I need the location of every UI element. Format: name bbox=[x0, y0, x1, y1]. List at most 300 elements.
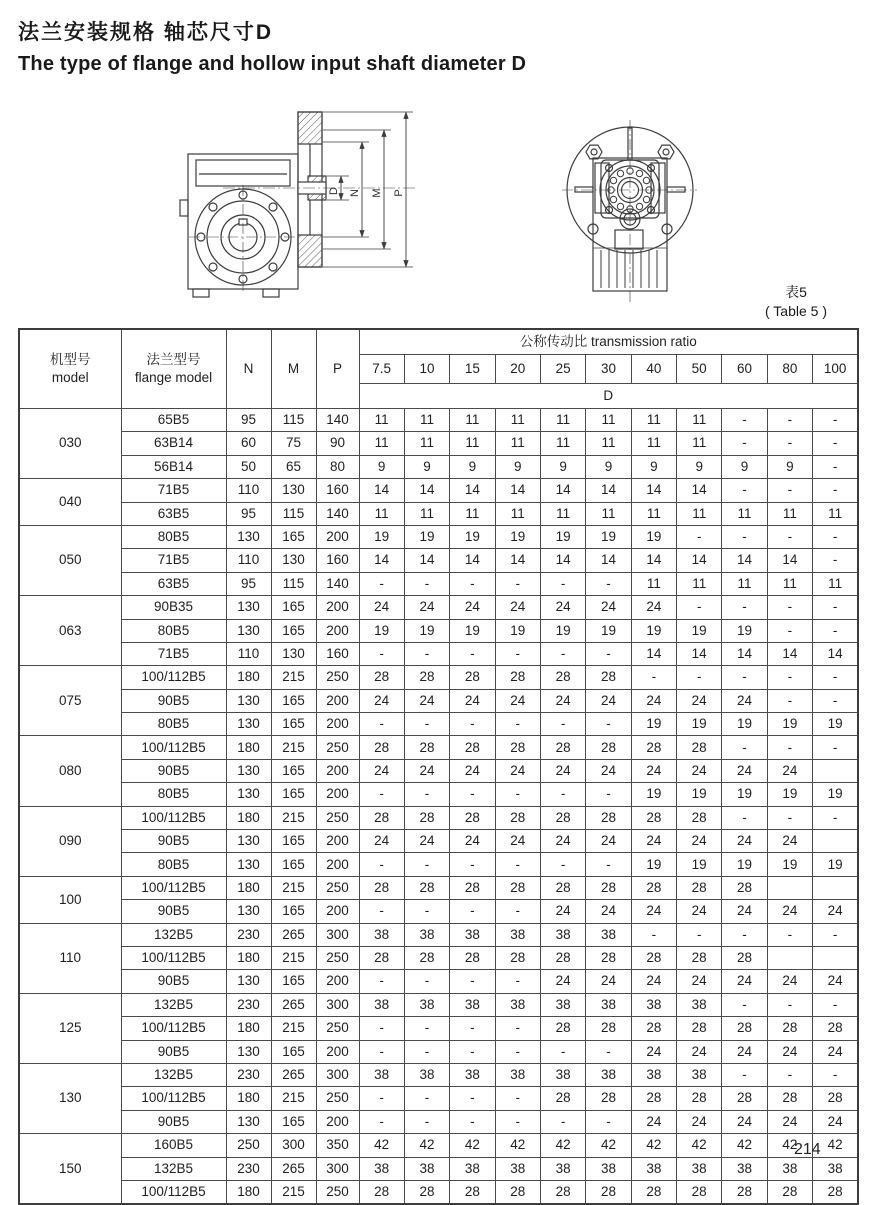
d-value-cell: - bbox=[495, 1087, 540, 1110]
d-value-cell: 42 bbox=[450, 1134, 495, 1157]
m-cell: 115 bbox=[271, 409, 316, 432]
m-cell: 265 bbox=[271, 993, 316, 1016]
d-value-cell: - bbox=[495, 572, 540, 595]
p-cell: 200 bbox=[316, 759, 359, 782]
table-row bbox=[19, 1157, 858, 1180]
d-value-cell: 38 bbox=[359, 993, 404, 1016]
p-cell: 200 bbox=[316, 713, 359, 736]
d-value-cell: 14 bbox=[677, 479, 722, 502]
d-value-cell: - bbox=[540, 1110, 585, 1133]
d-value-cell: - bbox=[540, 642, 585, 665]
d-value-cell: - bbox=[722, 1063, 767, 1086]
d-value-cell: 19 bbox=[677, 619, 722, 642]
flange-cell: 132B5 bbox=[121, 1063, 226, 1086]
d-value-cell: - bbox=[813, 923, 859, 946]
d-value-cell: 42 bbox=[631, 1134, 676, 1157]
n-cell: 130 bbox=[226, 853, 271, 876]
n-cell: 180 bbox=[226, 1180, 271, 1204]
d-value-cell: 42 bbox=[359, 1134, 404, 1157]
n-cell: 60 bbox=[226, 432, 271, 455]
d-value-cell: 28 bbox=[586, 946, 631, 969]
d-value-cell: 14 bbox=[359, 479, 404, 502]
d-value-cell: - bbox=[813, 525, 859, 548]
d-value-cell: 14 bbox=[540, 549, 585, 572]
d-value-cell: 24 bbox=[586, 970, 631, 993]
d-value-cell: 28 bbox=[404, 1180, 449, 1204]
table-row bbox=[19, 642, 858, 665]
d-value-cell: 24 bbox=[631, 759, 676, 782]
d-value-cell: 24 bbox=[677, 900, 722, 923]
p-cell: 140 bbox=[316, 409, 359, 432]
n-cell: 130 bbox=[226, 830, 271, 853]
d-value-cell: 14 bbox=[722, 642, 767, 665]
flange-cell: 90B5 bbox=[121, 900, 226, 923]
ratio-col-header: 50 bbox=[677, 355, 722, 384]
d-value-cell: 28 bbox=[359, 1180, 404, 1204]
model-cell: 100 bbox=[19, 876, 121, 923]
ratio-col-header: 100 bbox=[813, 355, 859, 384]
d-value-cell: 28 bbox=[767, 1017, 812, 1040]
d-value-cell: 38 bbox=[677, 1063, 722, 1086]
ratio-col-header: 10 bbox=[404, 355, 449, 384]
d-value-cell: 19 bbox=[631, 713, 676, 736]
d-value-cell: - bbox=[450, 783, 495, 806]
n-cell: 95 bbox=[226, 409, 271, 432]
d-value-cell: 28 bbox=[359, 806, 404, 829]
d-value-cell bbox=[813, 830, 859, 853]
d-value-cell: 11 bbox=[586, 409, 631, 432]
flange-cell: 90B35 bbox=[121, 596, 226, 619]
d-value-cell: - bbox=[813, 736, 859, 759]
p-cell: 250 bbox=[316, 946, 359, 969]
d-value-cell: 14 bbox=[813, 642, 859, 665]
table-row bbox=[19, 970, 858, 993]
d-value-cell: 24 bbox=[813, 1040, 859, 1063]
d-value-cell: 38 bbox=[540, 993, 585, 1016]
gearbox-front-view-drawing bbox=[537, 98, 762, 310]
d-value-cell: 24 bbox=[359, 689, 404, 712]
d-value-cell: - bbox=[767, 689, 812, 712]
n-cell: 230 bbox=[226, 923, 271, 946]
d-value-cell: - bbox=[813, 455, 859, 478]
d-value-cell: - bbox=[767, 923, 812, 946]
table-row bbox=[19, 666, 858, 689]
col-header-model-en: model bbox=[51, 370, 89, 385]
d-value-cell: 38 bbox=[540, 1063, 585, 1086]
d-value-cell: - bbox=[359, 1110, 404, 1133]
d-value-cell: 24 bbox=[813, 900, 859, 923]
d-value-cell: 28 bbox=[722, 1087, 767, 1110]
d-value-cell: 11 bbox=[813, 502, 859, 525]
n-cell: 230 bbox=[226, 993, 271, 1016]
d-value-cell: 24 bbox=[767, 759, 812, 782]
d-value-cell: 11 bbox=[722, 572, 767, 595]
d-value-cell: - bbox=[631, 666, 676, 689]
d-value-cell: 38 bbox=[450, 1157, 495, 1180]
table-row bbox=[19, 806, 858, 829]
d-value-cell: 38 bbox=[540, 1157, 585, 1180]
d-value-cell: 19 bbox=[540, 619, 585, 642]
d-value-cell: 14 bbox=[359, 549, 404, 572]
d-value-cell: 24 bbox=[586, 596, 631, 619]
flange-cell: 100/112B5 bbox=[121, 666, 226, 689]
n-cell: 130 bbox=[226, 525, 271, 548]
table-row bbox=[19, 455, 858, 478]
d-value-cell: - bbox=[404, 900, 449, 923]
d-value-cell: 11 bbox=[450, 432, 495, 455]
col-header-flange bbox=[121, 329, 226, 409]
flange-cell: 80B5 bbox=[121, 619, 226, 642]
d-value-cell: 24 bbox=[677, 970, 722, 993]
d-value-cell: 28 bbox=[495, 666, 540, 689]
d-value-cell: 19 bbox=[631, 853, 676, 876]
n-cell: 130 bbox=[226, 619, 271, 642]
flange-cell: 100/112B5 bbox=[121, 1017, 226, 1040]
flange-cell: 80B5 bbox=[121, 713, 226, 736]
d-value-cell: 28 bbox=[813, 1087, 859, 1110]
d-value-cell: 19 bbox=[677, 713, 722, 736]
d-value-cell: 38 bbox=[359, 923, 404, 946]
d-value-cell: - bbox=[495, 853, 540, 876]
flange-cell: 80B5 bbox=[121, 783, 226, 806]
d-value-cell: - bbox=[586, 1110, 631, 1133]
m-cell: 215 bbox=[271, 876, 316, 899]
col-header-m: M bbox=[271, 329, 316, 409]
d-value-cell: 28 bbox=[722, 1017, 767, 1040]
table-caption bbox=[735, 283, 857, 321]
p-cell: 200 bbox=[316, 619, 359, 642]
d-value-cell bbox=[767, 946, 812, 969]
d-value-cell bbox=[813, 946, 859, 969]
d-value-cell: 9 bbox=[450, 455, 495, 478]
d-value-cell: 28 bbox=[450, 666, 495, 689]
d-value-cell: - bbox=[359, 1040, 404, 1063]
d-value-cell: 28 bbox=[495, 1180, 540, 1204]
m-cell: 130 bbox=[271, 479, 316, 502]
d-value-cell: - bbox=[722, 993, 767, 1016]
d-value-cell: 28 bbox=[677, 736, 722, 759]
d-value-cell: - bbox=[404, 1017, 449, 1040]
table-row bbox=[19, 1180, 858, 1204]
p-cell: 200 bbox=[316, 783, 359, 806]
d-value-cell bbox=[767, 876, 812, 899]
table-row bbox=[19, 900, 858, 923]
d-value-cell: 24 bbox=[722, 970, 767, 993]
col-header-flange-en: flange model bbox=[134, 370, 213, 385]
table-row bbox=[19, 1134, 858, 1157]
d-value-cell: - bbox=[450, 1087, 495, 1110]
d-value-cell: 24 bbox=[767, 830, 812, 853]
d-value-cell: 28 bbox=[722, 1180, 767, 1204]
d-value-cell: 24 bbox=[495, 689, 540, 712]
flange-cell: 90B5 bbox=[121, 689, 226, 712]
m-cell: 165 bbox=[271, 900, 316, 923]
d-value-cell: 19 bbox=[813, 713, 859, 736]
d-value-cell: 38 bbox=[404, 1157, 449, 1180]
p-cell: 80 bbox=[316, 455, 359, 478]
d-value-cell: 24 bbox=[586, 759, 631, 782]
d-value-cell: - bbox=[767, 525, 812, 548]
d-value-cell: 14 bbox=[767, 549, 812, 572]
d-value-cell: 11 bbox=[677, 409, 722, 432]
d-value-cell: - bbox=[722, 525, 767, 548]
d-value-cell: 11 bbox=[767, 572, 812, 595]
d-value-cell: 28 bbox=[450, 876, 495, 899]
d-value-cell: 28 bbox=[586, 806, 631, 829]
n-cell: 130 bbox=[226, 713, 271, 736]
m-cell: 165 bbox=[271, 619, 316, 642]
d-value-cell: 38 bbox=[677, 993, 722, 1016]
d-value-cell: - bbox=[495, 642, 540, 665]
d-value-cell: 42 bbox=[767, 1134, 812, 1157]
d-value-cell: 19 bbox=[450, 619, 495, 642]
d-value-cell: - bbox=[677, 923, 722, 946]
table-row bbox=[19, 502, 858, 525]
n-cell: 110 bbox=[226, 479, 271, 502]
flange-cell: 90B5 bbox=[121, 1110, 226, 1133]
model-cell: 030 bbox=[19, 409, 121, 479]
d-value-cell: 24 bbox=[450, 689, 495, 712]
d-value-cell: 38 bbox=[495, 1063, 540, 1086]
table-row bbox=[19, 946, 858, 969]
d-value-cell: 19 bbox=[813, 783, 859, 806]
d-value-cell: - bbox=[813, 666, 859, 689]
m-cell: 130 bbox=[271, 642, 316, 665]
n-cell: 180 bbox=[226, 806, 271, 829]
flange-cell: 90B5 bbox=[121, 970, 226, 993]
d-value-cell: 28 bbox=[450, 1180, 495, 1204]
d-value-cell: 28 bbox=[404, 806, 449, 829]
d-value-cell: - bbox=[540, 1040, 585, 1063]
d-value-cell: 28 bbox=[677, 876, 722, 899]
d-value-cell: - bbox=[677, 666, 722, 689]
d-value-cell: 19 bbox=[722, 713, 767, 736]
flange-cell: 80B5 bbox=[121, 853, 226, 876]
d-value-cell: 19 bbox=[495, 525, 540, 548]
d-value-cell: - bbox=[404, 853, 449, 876]
d-value-cell: 28 bbox=[813, 1017, 859, 1040]
n-cell: 180 bbox=[226, 736, 271, 759]
n-cell: 130 bbox=[226, 596, 271, 619]
d-value-cell: 14 bbox=[495, 479, 540, 502]
d-value-cell: 28 bbox=[404, 876, 449, 899]
d-value-cell bbox=[813, 876, 859, 899]
p-cell: 160 bbox=[316, 479, 359, 502]
d-value-cell: 11 bbox=[677, 572, 722, 595]
n-cell: 130 bbox=[226, 689, 271, 712]
d-value-cell: 24 bbox=[677, 1040, 722, 1063]
d-value-cell: - bbox=[722, 806, 767, 829]
d-value-cell: 24 bbox=[722, 1040, 767, 1063]
d-value-cell: 28 bbox=[677, 806, 722, 829]
table-row bbox=[19, 1017, 858, 1040]
d-value-cell: 38 bbox=[586, 1063, 631, 1086]
d-value-cell: 11 bbox=[631, 432, 676, 455]
d-value-cell: - bbox=[767, 736, 812, 759]
n-cell: 110 bbox=[226, 549, 271, 572]
d-value-cell: 42 bbox=[495, 1134, 540, 1157]
flange-cell: 132B5 bbox=[121, 923, 226, 946]
d-value-cell: 19 bbox=[722, 783, 767, 806]
table-caption-en: ( Table 5 ) bbox=[765, 302, 827, 319]
d-value-cell: 19 bbox=[767, 713, 812, 736]
d-value-cell: - bbox=[767, 806, 812, 829]
d-value-cell: - bbox=[495, 1017, 540, 1040]
d-value-cell: 19 bbox=[722, 853, 767, 876]
table-row bbox=[19, 409, 858, 432]
n-cell: 180 bbox=[226, 876, 271, 899]
d-value-cell: - bbox=[450, 1110, 495, 1133]
d-value-cell: 24 bbox=[404, 689, 449, 712]
gearbox-side-view-drawing bbox=[163, 97, 433, 312]
d-value-cell: 38 bbox=[631, 1063, 676, 1086]
flange-cell: 56B14 bbox=[121, 455, 226, 478]
d-value-cell: - bbox=[813, 689, 859, 712]
d-value-cell: 24 bbox=[540, 900, 585, 923]
d-value-cell: - bbox=[586, 1040, 631, 1063]
d-value-cell: - bbox=[495, 713, 540, 736]
d-value-cell: 28 bbox=[677, 1017, 722, 1040]
d-value-cell: 38 bbox=[404, 923, 449, 946]
d-value-cell: - bbox=[404, 713, 449, 736]
d-value-cell: 11 bbox=[450, 502, 495, 525]
d-value-cell: 28 bbox=[631, 876, 676, 899]
d-value-cell: - bbox=[767, 666, 812, 689]
d-value-cell: 24 bbox=[767, 1040, 812, 1063]
n-cell: 130 bbox=[226, 1040, 271, 1063]
d-value-cell: - bbox=[540, 853, 585, 876]
d-value-cell: - bbox=[813, 432, 859, 455]
d-value-cell: 28 bbox=[404, 946, 449, 969]
d-value-cell: 11 bbox=[404, 432, 449, 455]
d-value-cell: 9 bbox=[540, 455, 585, 478]
table-row bbox=[19, 689, 858, 712]
m-cell: 165 bbox=[271, 1110, 316, 1133]
d-value-cell: 38 bbox=[495, 993, 540, 1016]
d-value-cell: 14 bbox=[631, 642, 676, 665]
d-value-cell: 14 bbox=[495, 549, 540, 572]
table-row bbox=[19, 596, 858, 619]
p-cell: 200 bbox=[316, 830, 359, 853]
ratio-col-header: 25 bbox=[540, 355, 585, 384]
d-value-cell: 28 bbox=[495, 876, 540, 899]
ratio-col-header: 7.5 bbox=[359, 355, 404, 384]
d-value-cell: 28 bbox=[631, 1017, 676, 1040]
d-value-cell: 9 bbox=[722, 455, 767, 478]
d-value-cell: - bbox=[677, 596, 722, 619]
d-value-cell: 9 bbox=[586, 455, 631, 478]
d-value-cell: 42 bbox=[722, 1134, 767, 1157]
d-value-cell: 38 bbox=[404, 993, 449, 1016]
page-title-en: The type of flange and hollow input shaft diameter D bbox=[18, 53, 527, 75]
col-header-flange-zh: 法兰型号 bbox=[146, 352, 201, 368]
p-cell: 200 bbox=[316, 900, 359, 923]
ratio-group-header: 公称传动比 transmission ratio bbox=[359, 329, 858, 355]
dim-label-p: P bbox=[393, 189, 405, 197]
d-value-cell: 11 bbox=[677, 502, 722, 525]
d-value-cell: 24 bbox=[631, 900, 676, 923]
d-value-cell: 11 bbox=[631, 572, 676, 595]
d-value-cell: 9 bbox=[631, 455, 676, 478]
d-value-cell: - bbox=[813, 806, 859, 829]
d-value-cell: 14 bbox=[722, 549, 767, 572]
d-value-cell: - bbox=[767, 432, 812, 455]
p-cell: 140 bbox=[316, 572, 359, 595]
d-value-cell: 14 bbox=[404, 549, 449, 572]
d-value-cell: 24 bbox=[677, 830, 722, 853]
flange-cell: 100/112B5 bbox=[121, 1087, 226, 1110]
n-cell: 130 bbox=[226, 759, 271, 782]
d-value-cell: - bbox=[722, 923, 767, 946]
d-value-cell: - bbox=[586, 642, 631, 665]
table-row bbox=[19, 619, 858, 642]
d-value-cell: - bbox=[359, 783, 404, 806]
flange-cell: 71B5 bbox=[121, 549, 226, 572]
d-value-cell: 28 bbox=[495, 806, 540, 829]
m-cell: 215 bbox=[271, 806, 316, 829]
d-value-cell: 14 bbox=[404, 479, 449, 502]
d-value-cell: 28 bbox=[404, 736, 449, 759]
d-value-cell: 42 bbox=[540, 1134, 585, 1157]
p-cell: 160 bbox=[316, 549, 359, 572]
d-value-cell: 11 bbox=[404, 502, 449, 525]
p-cell: 140 bbox=[316, 502, 359, 525]
p-cell: 200 bbox=[316, 1110, 359, 1133]
flange-cell: 160B5 bbox=[121, 1134, 226, 1157]
m-cell: 215 bbox=[271, 1017, 316, 1040]
model-cell: 075 bbox=[19, 666, 121, 736]
d-value-cell: 38 bbox=[450, 1063, 495, 1086]
d-value-cell: 28 bbox=[359, 736, 404, 759]
d-value-cell: - bbox=[813, 1063, 859, 1086]
m-cell: 215 bbox=[271, 1087, 316, 1110]
m-cell: 165 bbox=[271, 783, 316, 806]
flange-cell: 100/112B5 bbox=[121, 1180, 226, 1204]
d-value-cell: 28 bbox=[631, 1180, 676, 1204]
d-value-cell: 11 bbox=[450, 409, 495, 432]
p-cell: 200 bbox=[316, 1040, 359, 1063]
d-value-cell: - bbox=[722, 596, 767, 619]
d-value-cell: 42 bbox=[404, 1134, 449, 1157]
n-cell: 110 bbox=[226, 642, 271, 665]
d-value-cell: 28 bbox=[450, 806, 495, 829]
d-value-cell: 14 bbox=[767, 642, 812, 665]
d-value-cell: 14 bbox=[586, 479, 631, 502]
d-value-cell: - bbox=[722, 432, 767, 455]
flange-cell: 71B5 bbox=[121, 642, 226, 665]
d-value-cell: 38 bbox=[540, 923, 585, 946]
d-value-cell: 28 bbox=[722, 876, 767, 899]
p-cell: 250 bbox=[316, 1087, 359, 1110]
d-value-cell: 11 bbox=[495, 502, 540, 525]
d-value-cell: - bbox=[404, 1087, 449, 1110]
d-value-cell: 19 bbox=[586, 619, 631, 642]
table-row bbox=[19, 923, 858, 946]
d-value-cell: 28 bbox=[540, 876, 585, 899]
m-cell: 215 bbox=[271, 946, 316, 969]
d-value-cell: 38 bbox=[495, 1157, 540, 1180]
d-value-cell: 24 bbox=[813, 1110, 859, 1133]
d-value-cell: 14 bbox=[677, 642, 722, 665]
d-value-cell: 28 bbox=[586, 876, 631, 899]
d-value-cell: 11 bbox=[359, 502, 404, 525]
d-value-cell: 28 bbox=[495, 736, 540, 759]
flange-cell: 100/112B5 bbox=[121, 806, 226, 829]
d-value-cell: 24 bbox=[540, 970, 585, 993]
flange-cell: 132B5 bbox=[121, 1157, 226, 1180]
table-row bbox=[19, 736, 858, 759]
table-row bbox=[19, 993, 858, 1016]
